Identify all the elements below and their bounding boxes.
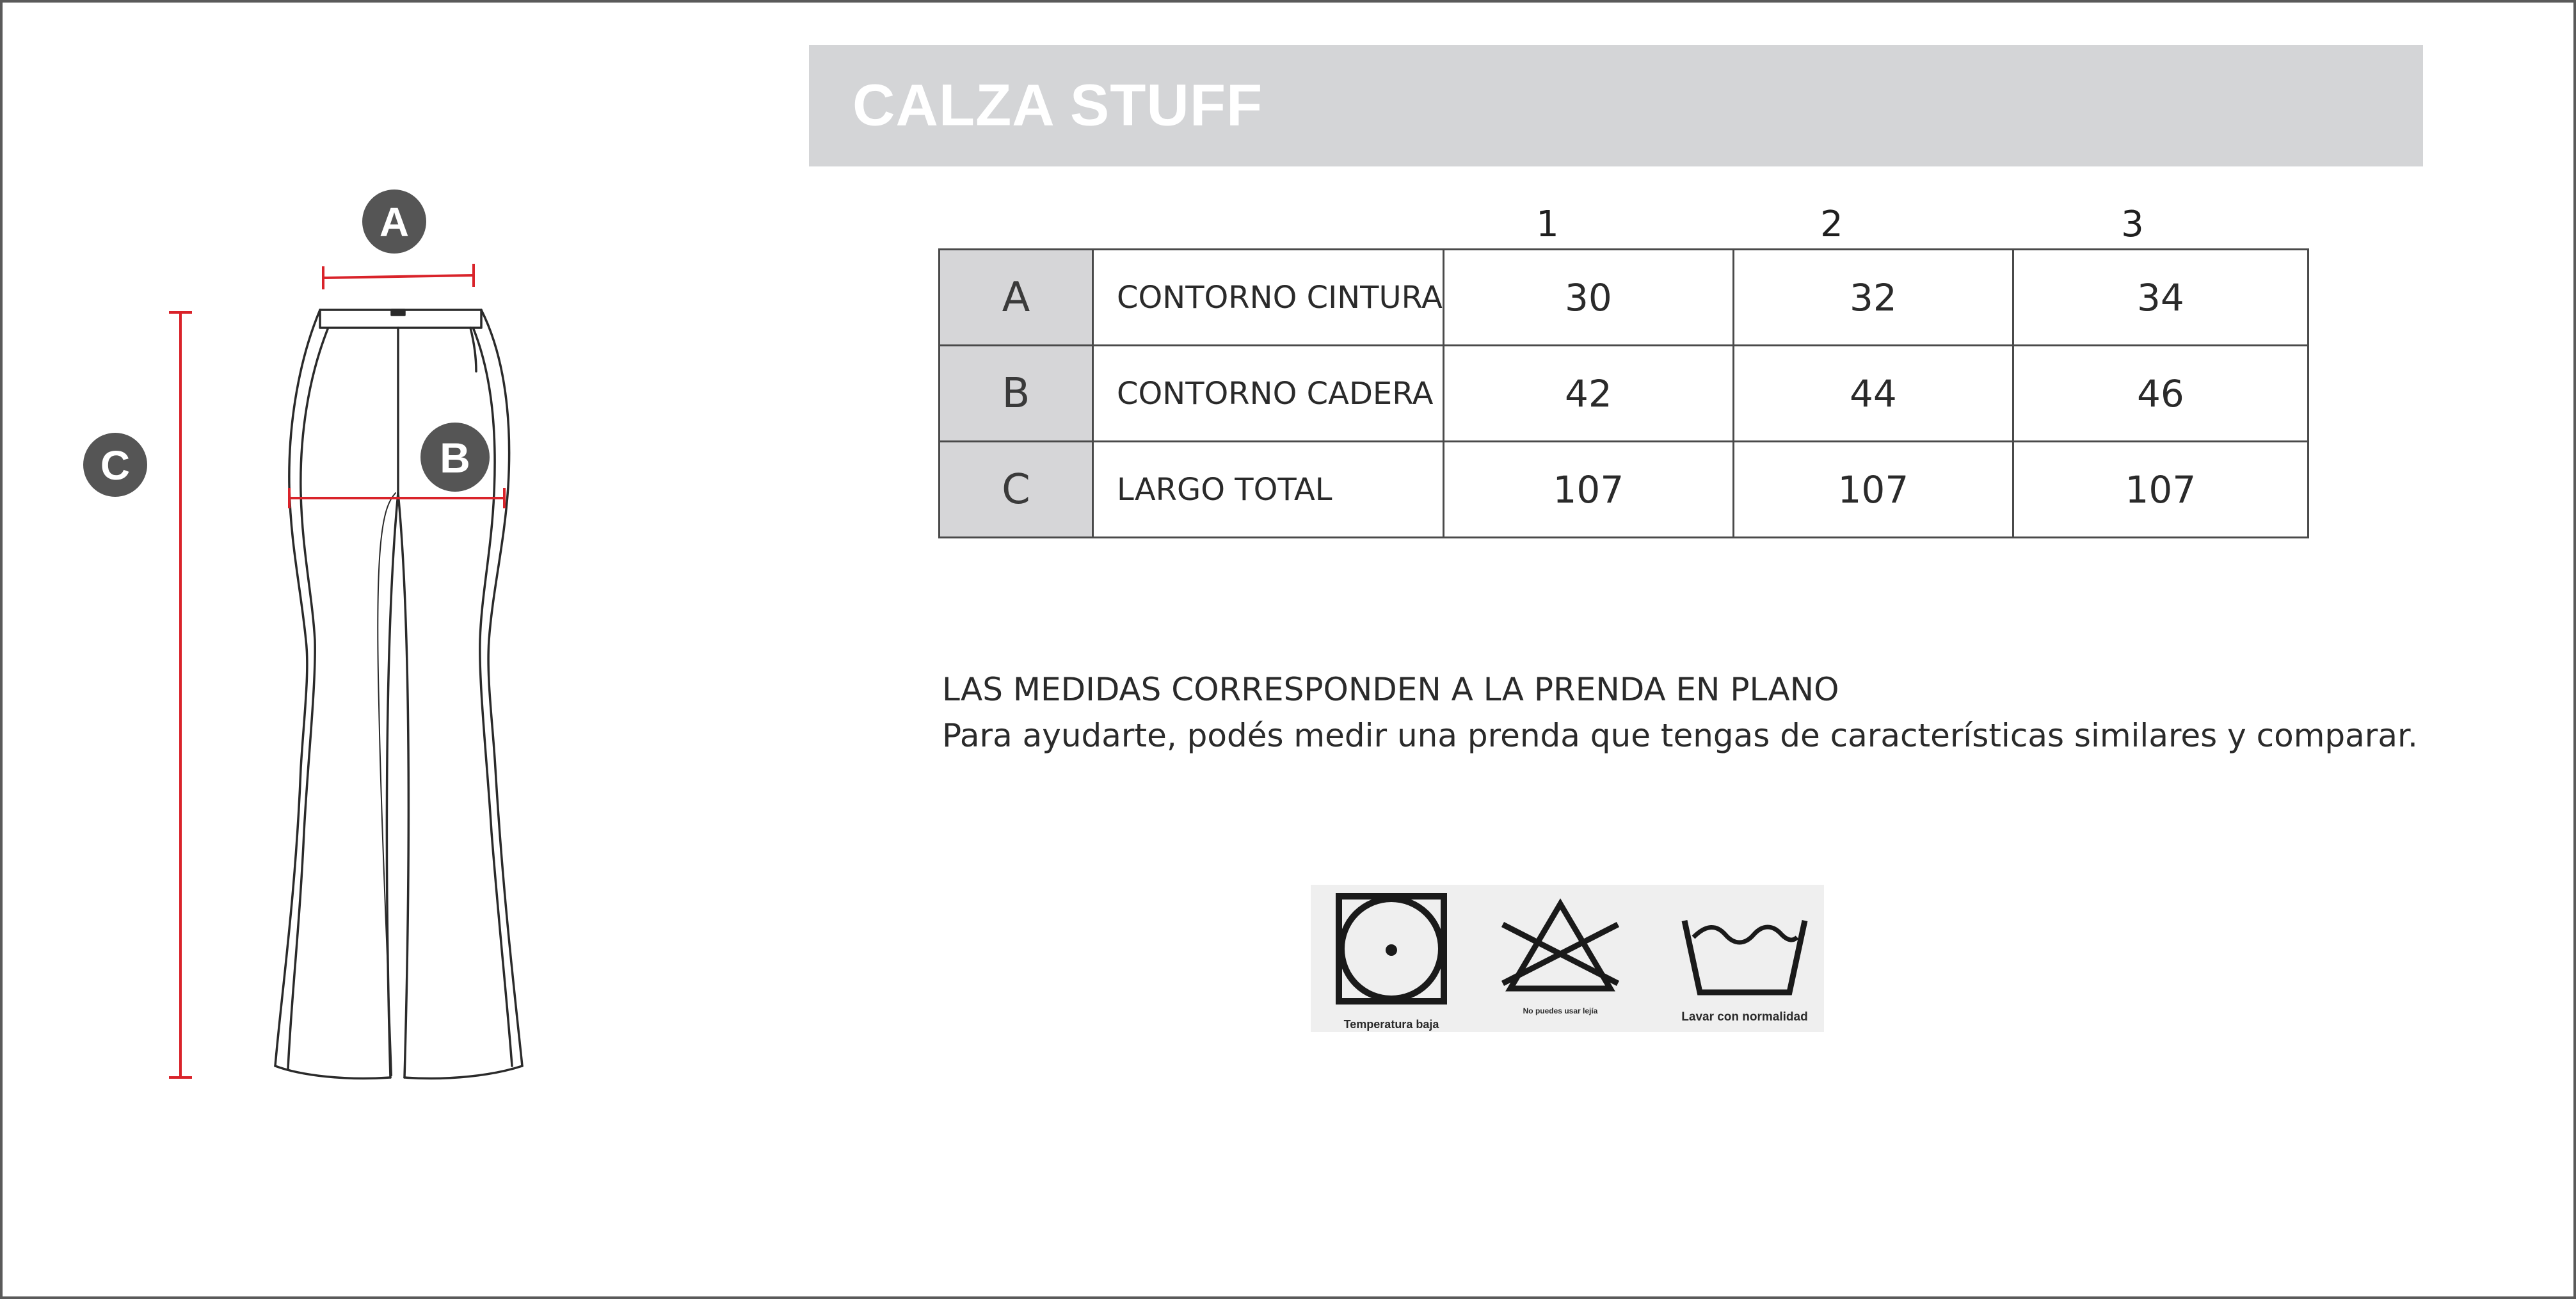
- normal-wash-icon: [1674, 899, 1815, 1001]
- row-letter: A: [940, 250, 1093, 346]
- table-cell: 107: [2013, 442, 2308, 538]
- size-table: [938, 248, 2309, 538]
- tumble-dry-low-icon: [1334, 891, 1449, 1006]
- table-cell: 107: [1733, 442, 2013, 538]
- care-instructions: [1311, 885, 1824, 1032]
- svg-text:A: A: [379, 199, 410, 245]
- table-cell: 42: [1443, 346, 1733, 442]
- size-header-3: 3: [2121, 204, 2144, 245]
- garment-diagram: [0, 0, 576, 1152]
- row-letter: C: [940, 442, 1093, 538]
- note-body: Para ayudarte, podés medir una prenda que tengas de características similares y comparar.: [942, 717, 2418, 754]
- pants-drawing: [275, 310, 522, 1078]
- svg-text:C: C: [100, 442, 131, 488]
- table-cell: 107: [1443, 442, 1733, 538]
- badge-a: [362, 190, 426, 254]
- table-cell: 46: [2013, 346, 2308, 442]
- row-letter: B: [940, 346, 1093, 442]
- table-cell: 32: [1733, 250, 2013, 346]
- table-cell: 44: [1733, 346, 2013, 442]
- size-header-1: 1: [1536, 204, 1559, 245]
- row-label: LARGO TOTAL: [1093, 442, 1444, 538]
- page-title: CALZA STUFF: [852, 72, 1263, 138]
- care-caption-2: No puedes usar lejía: [1523, 1006, 1598, 1015]
- size-header-2: 2: [1820, 204, 1843, 245]
- table-cell: 30: [1443, 250, 1733, 346]
- table-cell: 34: [2013, 250, 2308, 346]
- table-row: [940, 250, 2308, 346]
- measure-line-c: [169, 312, 192, 1077]
- badge-c: [83, 433, 147, 497]
- row-label: CONTORNO CADERA: [1093, 346, 1444, 442]
- table-row: [940, 442, 2308, 538]
- svg-text:B: B: [440, 434, 470, 481]
- care-caption-3: Lavar con normalidad: [1681, 1010, 1808, 1024]
- row-label: CONTORNO CINTURA: [1093, 250, 1444, 346]
- measure-line-a: [323, 264, 474, 289]
- care-caption-1: Temperatura baja: [1343, 1018, 1439, 1031]
- table-row: [940, 346, 2308, 442]
- title-banner: [809, 45, 2423, 166]
- note-heading: LAS MEDIDAS CORRESPONDEN A LA PRENDA EN PLANO: [942, 671, 1839, 708]
- badge-b: [420, 423, 490, 492]
- no-bleach-icon: [1496, 894, 1624, 996]
